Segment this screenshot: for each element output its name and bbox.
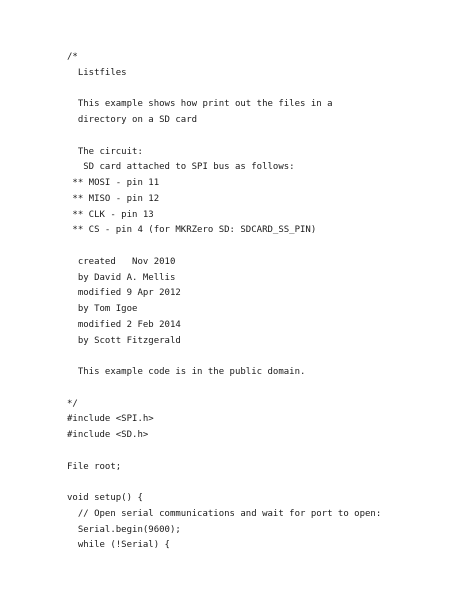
code-line: modified 9 Apr 2012 — [67, 288, 181, 299]
code-line: modified 2 Feb 2014 — [67, 319, 181, 330]
code-line: This example code is in the public domain. — [67, 367, 306, 377]
code-line: directory on a SD card — [67, 115, 198, 125]
code-line: #include <SD.h> — [67, 430, 149, 440]
code-line: File root; — [67, 461, 122, 472]
code-line — [67, 444, 381, 460]
code-line: Listfiles — [67, 67, 127, 78]
code-line: // Open serial communications and wait for port to open: — [67, 508, 382, 519]
code-line: ** CS - pin 4 (for MKRZero SD: SDCARD_SS_PIN) — [67, 225, 317, 236]
code-line: by Scott Fitzgerald — [67, 335, 181, 346]
code-line: /* — [67, 52, 78, 62]
code-line — [67, 129, 381, 145]
code-listing — [67, 50, 381, 554]
code-line: ** MOSI - pin 11 — [67, 178, 160, 188]
code-line: #include <SPI.h> — [67, 414, 154, 425]
code-line: void setup() { — [67, 493, 143, 503]
code-line — [67, 349, 381, 365]
code-line — [67, 475, 381, 491]
code-line: ** CLK - pin 13 — [67, 209, 154, 220]
code-line: Serial.begin(9600); — [67, 524, 181, 535]
code-line: by David A. Mellis — [67, 272, 176, 283]
code-line: ** MISO - pin 12 — [67, 193, 160, 204]
code-line — [67, 82, 381, 98]
code-line: SD card attached to SPI bus as follows: — [67, 162, 295, 173]
code-line: while (!Serial) { — [67, 540, 170, 551]
code-line — [67, 239, 381, 255]
code-line — [67, 381, 381, 397]
code-line: by Tom Igoe — [67, 304, 138, 314]
code-line: */ — [67, 398, 78, 409]
code-line: created Nov 2010 — [67, 256, 176, 267]
code-line: This example shows how print out the files in a — [67, 99, 333, 110]
code-line: The circuit: — [67, 146, 143, 157]
